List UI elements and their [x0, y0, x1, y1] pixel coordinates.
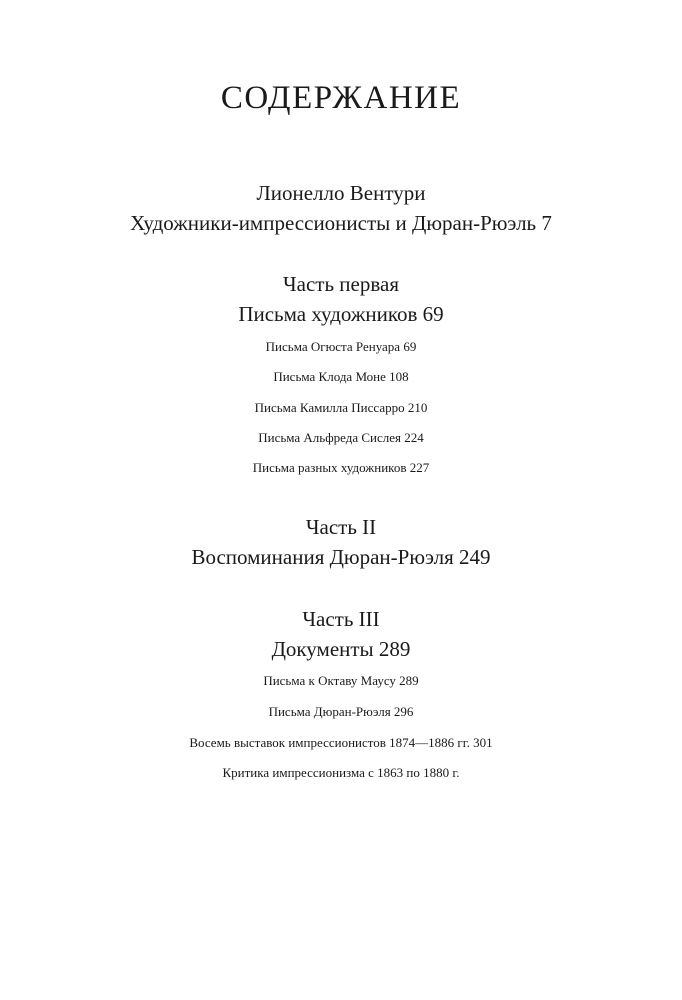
- toc-item: Письма Альфреда Сислея 224: [258, 430, 424, 445]
- toc-item: Критика импрессионизма с 1863 по 1880 г.: [222, 765, 460, 780]
- toc-item: Письма Огюста Ренуара 69: [265, 339, 417, 354]
- toc-item: Письма к Октаву Маусу 289: [263, 673, 419, 688]
- toc-item: Письма Дюран-Рюэля 296: [268, 704, 414, 719]
- part-1-heading: Часть первая: [283, 272, 399, 296]
- toc-item: Письма разных художников 227: [252, 460, 430, 475]
- part-2-title: Воспоминания Дюран-Рюэля 249: [191, 545, 491, 569]
- part-3-title: Документы 289: [271, 637, 411, 661]
- toc-item: Письма Клода Моне 108: [273, 369, 409, 384]
- toc-item: Восемь выставок импрессионистов 1874—1886 гг. 301: [189, 735, 493, 750]
- toc-item: Письма Камилла Писсарро 210: [254, 400, 428, 415]
- intro-author: Лионелло Вентури: [256, 181, 426, 205]
- page-title: СОДЕРЖАНИЕ: [220, 80, 462, 116]
- intro-entry: Художники-импрессионисты и Дюран-Рюэль 7: [130, 211, 552, 235]
- part-1-title: Письма художников 69: [238, 302, 444, 326]
- part-2-heading: Часть II: [305, 515, 377, 539]
- part-3-heading: Часть III: [302, 607, 380, 631]
